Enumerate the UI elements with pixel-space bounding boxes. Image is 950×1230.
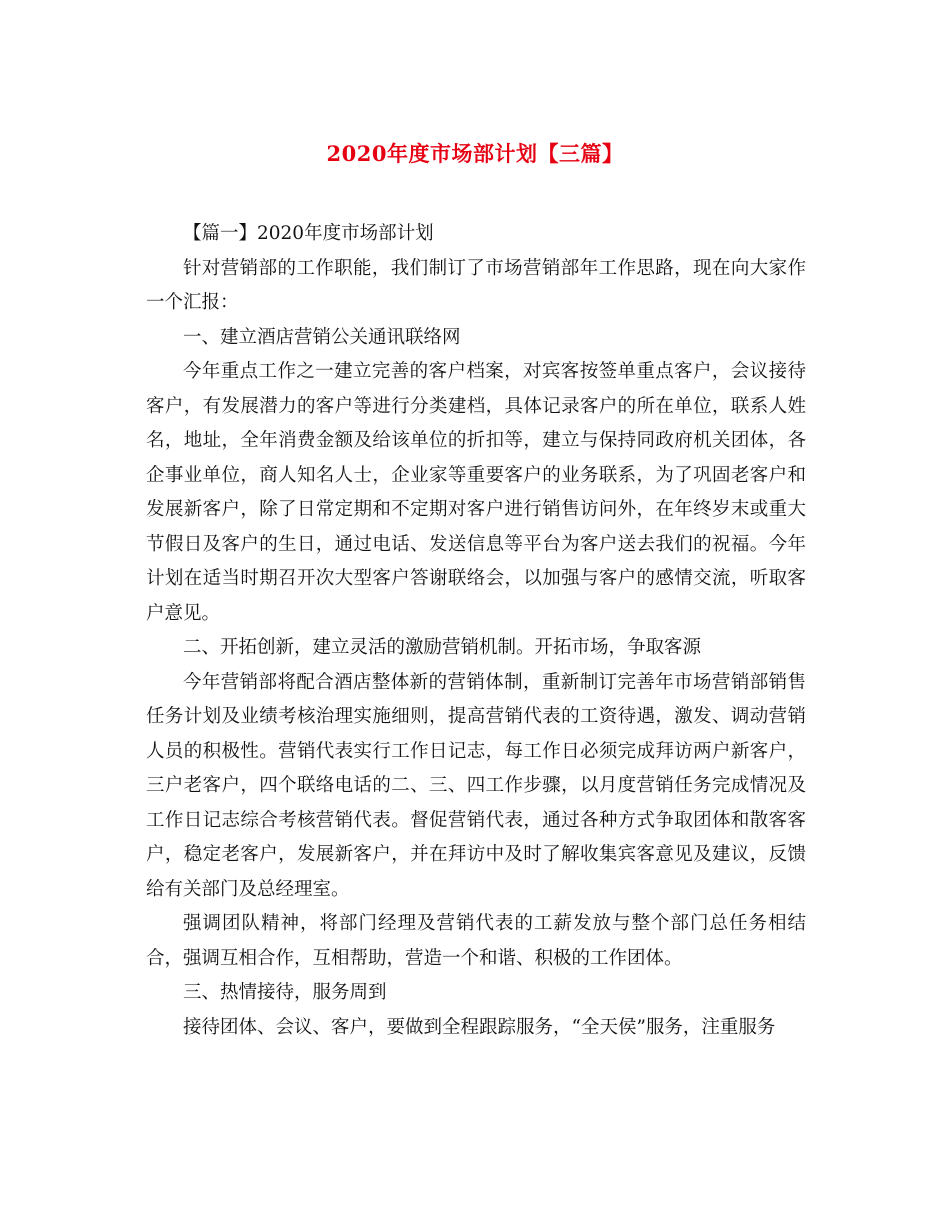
document-body — [146, 217, 806, 1045]
subsection-heading: 一、建立酒店营销公关通讯联络网 — [183, 326, 461, 348]
paragraph: 接待团体、会议、客户，要做到全程跟踪服务，“全天侯”服务，注重服务 — [183, 1016, 776, 1038]
paragraph: 今年重点工作之一建立完善的客户档案，对宾客按签单重点客户，会议接待客户，有发展潜力的客户等进行分类建档，具体记录客户的所在单位，联系人姓名，地址，全年消费金额及给该单位的折扣等，建立与保持同政府机关团体，各企事业单位，商人知名人士，企业家等重要客户的业务联系，为了巩固老客户和发展新客户，除了日常定期和不定期对客户进行销售访问外，在年终岁末或重大节假日及客户的生日，通过电话、发送信息等平台为客户送去我们的祝福。今年计划在适当时期召开次大型客户答谢联络会，以加强与客户的感情交流，听取客户意见。 — [146, 361, 806, 624]
section-heading: 【篇一】2020年度市场部计划 — [183, 223, 434, 244]
paragraph: 强调团队精神，将部门经理及营销代表的工薪发放与整个部门总任务相结合，强调互相合作，互相帮助，营造一个和谐、积极的工作团体。 — [146, 913, 806, 969]
page-title: 2020年度市场部计划【三篇】 — [326, 141, 624, 166]
paragraph: 针对营销部的工作职能，我们制订了市场营销部年工作思路，现在向大家作一个汇报： — [146, 257, 806, 313]
subsection-heading: 二、开拓创新，建立灵活的激励营销机制。开拓市场，争取客源 — [183, 637, 702, 658]
subsection-heading: 三、热情接待，服务周到 — [183, 982, 387, 1003]
paragraph: 今年营销部将配合酒店整体新的营销体制，重新制订完善年市场营销部销售任务计划及业绩考核治理实施细则，提高营销代表的工资待遇，激发、调动营销人员的积极性。营销代表实行工作日记志，每工作日必须完成拜访两户新客户，三户老客户，四个联络电话的二、三、四工作步骤，以月度营销任务完成情况及工作日记志综合考核营销代表。督促营销代表，通过各种方式争取团体和散客客户，稳定老客户，发展新客户，并在拜访中及时了解收集宾客意见及建议，反馈给有关部门及总经理室。 — [146, 671, 806, 900]
